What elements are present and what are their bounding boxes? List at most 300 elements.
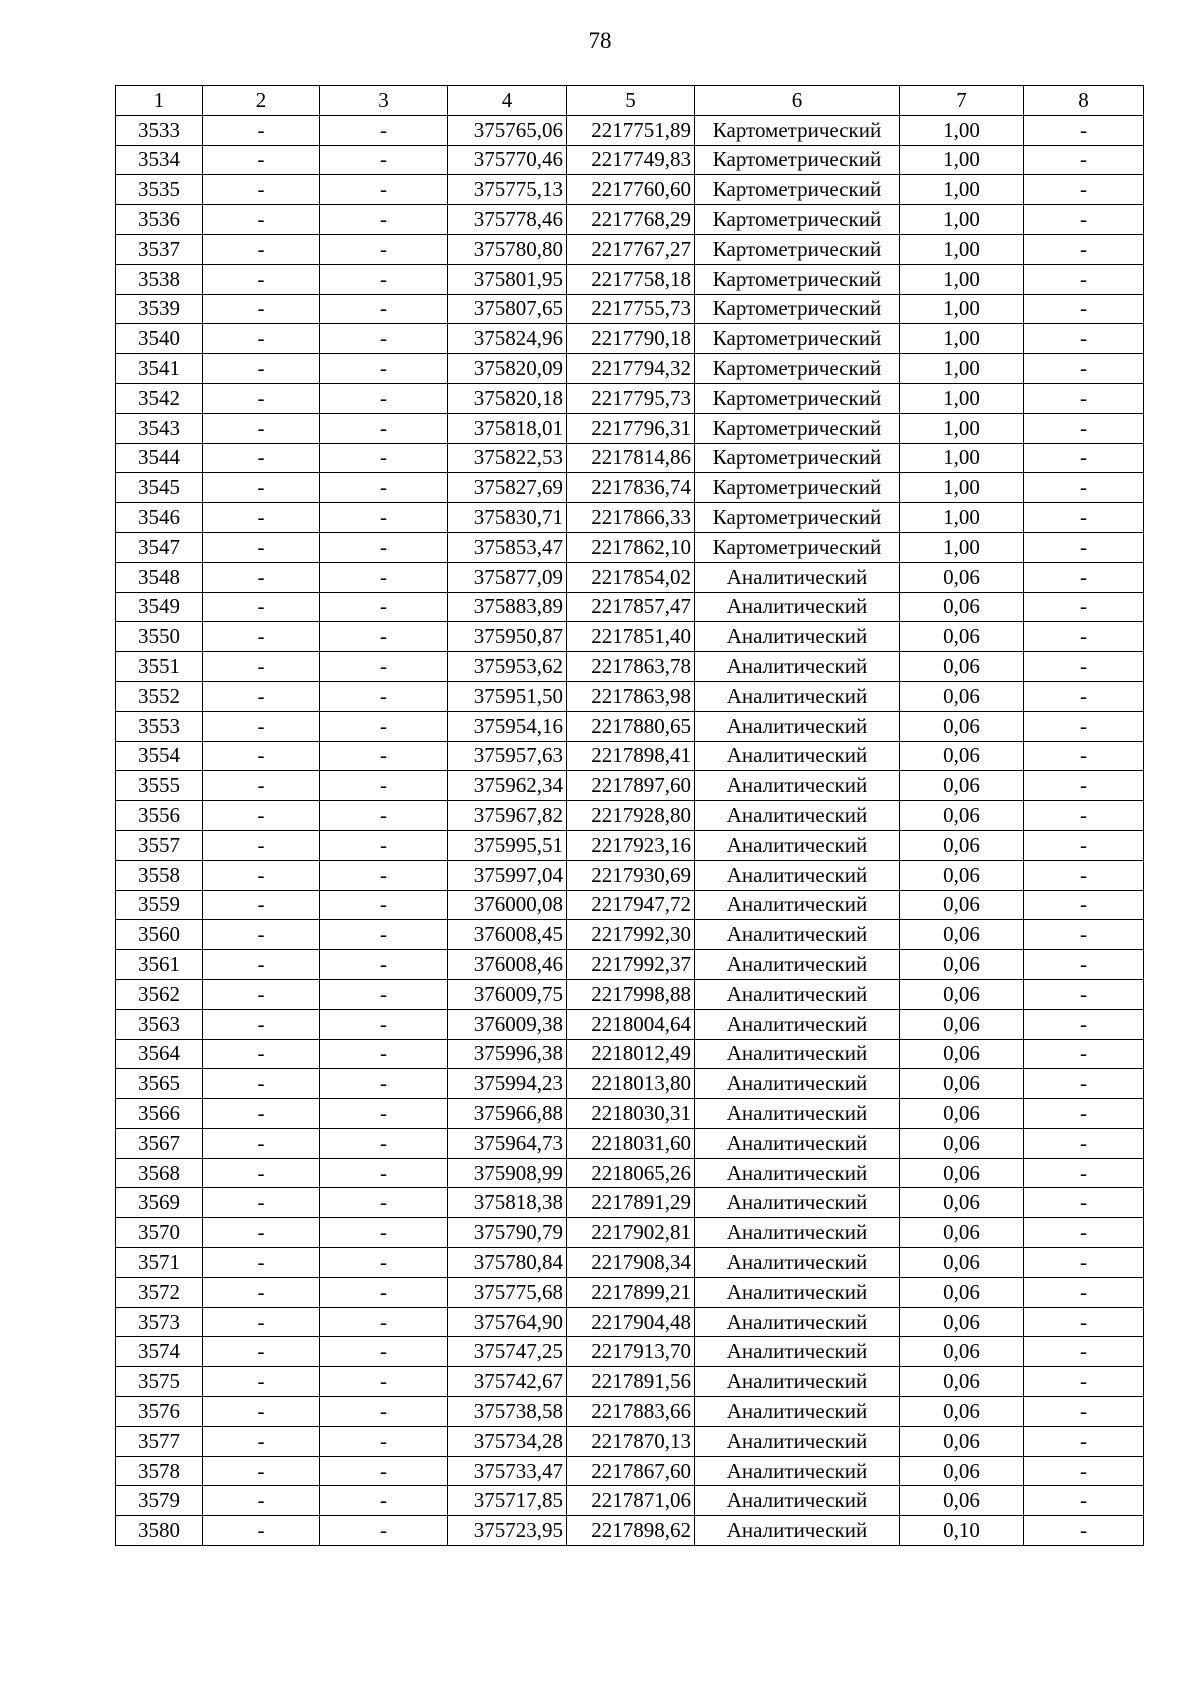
table-row [116, 473, 1144, 503]
col3-value-cell: - [320, 354, 448, 384]
method-cell: Картометрический [695, 383, 900, 413]
point-number-cell: 3557 [116, 830, 203, 860]
y-coordinate-cell: 2217898,41 [567, 741, 695, 771]
col2-value-cell: - [203, 324, 320, 354]
col3-value-cell: - [320, 264, 448, 294]
point-number-cell: 3575 [116, 1367, 203, 1397]
col3-value-cell: - [320, 1456, 448, 1486]
col2-value-cell: - [203, 920, 320, 950]
method-cell: Картометрический [695, 324, 900, 354]
x-coordinate-cell: 375830,71 [448, 503, 567, 533]
col2-value-cell: - [203, 1426, 320, 1456]
x-coordinate-cell: 376009,38 [448, 1009, 567, 1039]
col8-value-cell: - [1024, 1516, 1144, 1546]
col8-value-cell: - [1024, 1337, 1144, 1367]
method-cell: Аналитический [695, 1337, 900, 1367]
col2-value-cell: - [203, 562, 320, 592]
method-cell: Аналитический [695, 1426, 900, 1456]
y-coordinate-cell: 2217767,27 [567, 234, 695, 264]
col3-value-cell: - [320, 383, 448, 413]
method-cell: Аналитический [695, 1486, 900, 1516]
col8-value-cell: - [1024, 890, 1144, 920]
method-cell: Аналитический [695, 1277, 900, 1307]
col8-value-cell: - [1024, 950, 1144, 980]
method-cell: Картометрический [695, 234, 900, 264]
table-body [116, 115, 1144, 1545]
point-number-cell: 3572 [116, 1277, 203, 1307]
method-cell: Аналитический [695, 741, 900, 771]
x-coordinate-cell: 375734,28 [448, 1426, 567, 1456]
col8-value-cell: - [1024, 383, 1144, 413]
table-row [116, 1039, 1144, 1069]
col2-value-cell: - [203, 1128, 320, 1158]
col3-value-cell: - [320, 1486, 448, 1516]
point-number-cell: 3565 [116, 1069, 203, 1099]
point-number-cell: 3563 [116, 1009, 203, 1039]
y-coordinate-cell: 2217891,56 [567, 1367, 695, 1397]
accuracy-cell: 0,06 [900, 1486, 1024, 1516]
col2-value-cell: - [203, 1337, 320, 1367]
table-row [116, 741, 1144, 771]
x-coordinate-cell: 375962,34 [448, 771, 567, 801]
col3-value-cell: - [320, 1039, 448, 1069]
method-cell: Аналитический [695, 592, 900, 622]
x-coordinate-cell: 375780,84 [448, 1248, 567, 1278]
col3-value-cell: - [320, 1248, 448, 1278]
y-coordinate-cell: 2217930,69 [567, 860, 695, 890]
accuracy-cell: 0,06 [900, 1218, 1024, 1248]
x-coordinate-cell: 375775,68 [448, 1277, 567, 1307]
col8-value-cell: - [1024, 324, 1144, 354]
point-number-cell: 3564 [116, 1039, 203, 1069]
accuracy-cell: 0,06 [900, 1128, 1024, 1158]
point-number-cell: 3558 [116, 860, 203, 890]
coordinates-table [115, 85, 1144, 1546]
table-row [116, 681, 1144, 711]
point-number-cell: 3555 [116, 771, 203, 801]
col3-value-cell: - [320, 175, 448, 205]
col2-value-cell: - [203, 383, 320, 413]
point-number-cell: 3537 [116, 234, 203, 264]
method-cell: Аналитический [695, 1218, 900, 1248]
col3-value-cell: - [320, 979, 448, 1009]
col2-value-cell: - [203, 1307, 320, 1337]
col2-value-cell: - [203, 532, 320, 562]
x-coordinate-cell: 375820,09 [448, 354, 567, 384]
x-coordinate-cell: 376008,46 [448, 950, 567, 980]
col8-value-cell: - [1024, 503, 1144, 533]
col8-value-cell: - [1024, 532, 1144, 562]
col3-value-cell: - [320, 1188, 448, 1218]
point-number-cell: 3553 [116, 711, 203, 741]
y-coordinate-cell: 2217854,02 [567, 562, 695, 592]
y-coordinate-cell: 2217891,29 [567, 1188, 695, 1218]
accuracy-cell: 1,00 [900, 324, 1024, 354]
col2-value-cell: - [203, 979, 320, 1009]
accuracy-cell: 1,00 [900, 503, 1024, 533]
col8-value-cell: - [1024, 413, 1144, 443]
x-coordinate-cell: 375778,46 [448, 205, 567, 235]
col8-value-cell: - [1024, 1456, 1144, 1486]
y-coordinate-cell: 2217758,18 [567, 264, 695, 294]
y-coordinate-cell: 2217857,47 [567, 592, 695, 622]
column-header-2: 2 [203, 86, 320, 116]
col8-value-cell: - [1024, 1486, 1144, 1516]
x-coordinate-cell: 375994,23 [448, 1069, 567, 1099]
y-coordinate-cell: 2217760,60 [567, 175, 695, 205]
table-row [116, 234, 1144, 264]
y-coordinate-cell: 2217851,40 [567, 622, 695, 652]
x-coordinate-cell: 375824,96 [448, 324, 567, 354]
col8-value-cell: - [1024, 294, 1144, 324]
col2-value-cell: - [203, 890, 320, 920]
point-number-cell: 3567 [116, 1128, 203, 1158]
col2-value-cell: - [203, 1456, 320, 1486]
col8-value-cell: - [1024, 920, 1144, 950]
method-cell: Аналитический [695, 1158, 900, 1188]
col8-value-cell: - [1024, 354, 1144, 384]
col3-value-cell: - [320, 1158, 448, 1188]
table-row [116, 622, 1144, 652]
method-cell: Аналитический [695, 860, 900, 890]
table-row [116, 1307, 1144, 1337]
col2-value-cell: - [203, 1486, 320, 1516]
col8-value-cell: - [1024, 234, 1144, 264]
y-coordinate-cell: 2217908,34 [567, 1248, 695, 1278]
accuracy-cell: 0,06 [900, 979, 1024, 1009]
x-coordinate-cell: 375995,51 [448, 830, 567, 860]
col3-value-cell: - [320, 950, 448, 980]
table-row [116, 413, 1144, 443]
column-header-4: 4 [448, 86, 567, 116]
x-coordinate-cell: 375747,25 [448, 1337, 567, 1367]
x-coordinate-cell: 375818,01 [448, 413, 567, 443]
col2-value-cell: - [203, 860, 320, 890]
table-row [116, 1367, 1144, 1397]
col8-value-cell: - [1024, 1188, 1144, 1218]
y-coordinate-cell: 2217998,88 [567, 979, 695, 1009]
accuracy-cell: 1,00 [900, 175, 1024, 205]
accuracy-cell: 1,00 [900, 205, 1024, 235]
y-coordinate-cell: 2217863,98 [567, 681, 695, 711]
table-header-row [116, 86, 1144, 116]
y-coordinate-cell: 2217790,18 [567, 324, 695, 354]
x-coordinate-cell: 376009,75 [448, 979, 567, 1009]
method-cell: Аналитический [695, 801, 900, 831]
col2-value-cell: - [203, 681, 320, 711]
column-header-3: 3 [320, 86, 448, 116]
accuracy-cell: 0,06 [900, 741, 1024, 771]
point-number-cell: 3535 [116, 175, 203, 205]
y-coordinate-cell: 2217867,60 [567, 1456, 695, 1486]
col2-value-cell: - [203, 1009, 320, 1039]
col8-value-cell: - [1024, 1009, 1144, 1039]
col3-value-cell: - [320, 145, 448, 175]
point-number-cell: 3579 [116, 1486, 203, 1516]
col3-value-cell: - [320, 532, 448, 562]
col3-value-cell: - [320, 592, 448, 622]
point-number-cell: 3549 [116, 592, 203, 622]
table-row [116, 860, 1144, 890]
col2-value-cell: - [203, 1516, 320, 1546]
method-cell: Аналитический [695, 830, 900, 860]
accuracy-cell: 0,06 [900, 801, 1024, 831]
accuracy-cell: 0,06 [900, 830, 1024, 860]
accuracy-cell: 1,00 [900, 234, 1024, 264]
method-cell: Аналитический [695, 1188, 900, 1218]
point-number-cell: 3538 [116, 264, 203, 294]
y-coordinate-cell: 2217992,30 [567, 920, 695, 950]
method-cell: Аналитический [695, 1307, 900, 1337]
table-row [116, 324, 1144, 354]
table-row [116, 383, 1144, 413]
x-coordinate-cell: 375966,88 [448, 1099, 567, 1129]
accuracy-cell: 0,06 [900, 1367, 1024, 1397]
col3-value-cell: - [320, 443, 448, 473]
y-coordinate-cell: 2218031,60 [567, 1128, 695, 1158]
point-number-cell: 3543 [116, 413, 203, 443]
col8-value-cell: - [1024, 115, 1144, 145]
table-row [116, 1218, 1144, 1248]
method-cell: Картометрический [695, 145, 900, 175]
table-row [116, 294, 1144, 324]
y-coordinate-cell: 2217923,16 [567, 830, 695, 860]
point-number-cell: 3550 [116, 622, 203, 652]
col3-value-cell: - [320, 801, 448, 831]
table-row [116, 562, 1144, 592]
col2-value-cell: - [203, 1218, 320, 1248]
col8-value-cell: - [1024, 1248, 1144, 1278]
y-coordinate-cell: 2217862,10 [567, 532, 695, 562]
col3-value-cell: - [320, 771, 448, 801]
col8-value-cell: - [1024, 741, 1144, 771]
y-coordinate-cell: 2218065,26 [567, 1158, 695, 1188]
point-number-cell: 3534 [116, 145, 203, 175]
method-cell: Картометрический [695, 503, 900, 533]
col3-value-cell: - [320, 920, 448, 950]
y-coordinate-cell: 2217768,29 [567, 205, 695, 235]
x-coordinate-cell: 375818,38 [448, 1188, 567, 1218]
col8-value-cell: - [1024, 1039, 1144, 1069]
col2-value-cell: - [203, 711, 320, 741]
accuracy-cell: 0,06 [900, 1158, 1024, 1188]
col2-value-cell: - [203, 830, 320, 860]
col3-value-cell: - [320, 890, 448, 920]
x-coordinate-cell: 375957,63 [448, 741, 567, 771]
x-coordinate-cell: 375964,73 [448, 1128, 567, 1158]
col2-value-cell: - [203, 1099, 320, 1129]
method-cell: Аналитический [695, 1248, 900, 1278]
y-coordinate-cell: 2217755,73 [567, 294, 695, 324]
table-row [116, 1456, 1144, 1486]
point-number-cell: 3569 [116, 1188, 203, 1218]
col3-value-cell: - [320, 622, 448, 652]
x-coordinate-cell: 376008,45 [448, 920, 567, 950]
point-number-cell: 3552 [116, 681, 203, 711]
accuracy-cell: 1,00 [900, 473, 1024, 503]
col8-value-cell: - [1024, 562, 1144, 592]
method-cell: Аналитический [695, 771, 900, 801]
method-cell: Аналитический [695, 950, 900, 980]
y-coordinate-cell: 2217899,21 [567, 1277, 695, 1307]
col3-value-cell: - [320, 652, 448, 682]
col3-value-cell: - [320, 294, 448, 324]
col3-value-cell: - [320, 473, 448, 503]
method-cell: Аналитический [695, 1009, 900, 1039]
y-coordinate-cell: 2218030,31 [567, 1099, 695, 1129]
x-coordinate-cell: 375883,89 [448, 592, 567, 622]
accuracy-cell: 0,06 [900, 592, 1024, 622]
method-cell: Аналитический [695, 1069, 900, 1099]
table-row [116, 1248, 1144, 1278]
y-coordinate-cell: 2217836,74 [567, 473, 695, 503]
table-row [116, 1128, 1144, 1158]
col8-value-cell: - [1024, 771, 1144, 801]
method-cell: Картометрический [695, 413, 900, 443]
point-number-cell: 3554 [116, 741, 203, 771]
col8-value-cell: - [1024, 860, 1144, 890]
point-number-cell: 3536 [116, 205, 203, 235]
col2-value-cell: - [203, 1188, 320, 1218]
method-cell: Аналитический [695, 652, 900, 682]
x-coordinate-cell: 375996,38 [448, 1039, 567, 1069]
col8-value-cell: - [1024, 652, 1144, 682]
col3-value-cell: - [320, 1009, 448, 1039]
x-coordinate-cell: 375738,58 [448, 1397, 567, 1427]
y-coordinate-cell: 2217866,33 [567, 503, 695, 533]
table-row [116, 592, 1144, 622]
col2-value-cell: - [203, 1277, 320, 1307]
x-coordinate-cell: 375807,65 [448, 294, 567, 324]
col2-value-cell: - [203, 205, 320, 235]
table-row [116, 1277, 1144, 1307]
col8-value-cell: - [1024, 1128, 1144, 1158]
column-header-1: 1 [116, 86, 203, 116]
point-number-cell: 3576 [116, 1397, 203, 1427]
x-coordinate-cell: 375723,95 [448, 1516, 567, 1546]
y-coordinate-cell: 2217871,06 [567, 1486, 695, 1516]
method-cell: Аналитический [695, 1397, 900, 1427]
table-row [116, 830, 1144, 860]
col2-value-cell: - [203, 592, 320, 622]
col2-value-cell: - [203, 503, 320, 533]
x-coordinate-cell: 375775,13 [448, 175, 567, 205]
method-cell: Картометрический [695, 115, 900, 145]
table-row [116, 1337, 1144, 1367]
accuracy-cell: 0,06 [900, 711, 1024, 741]
col3-value-cell: - [320, 1307, 448, 1337]
col3-value-cell: - [320, 860, 448, 890]
point-number-cell: 3556 [116, 801, 203, 831]
y-coordinate-cell: 2217814,86 [567, 443, 695, 473]
col3-value-cell: - [320, 1128, 448, 1158]
col8-value-cell: - [1024, 622, 1144, 652]
col3-value-cell: - [320, 1277, 448, 1307]
x-coordinate-cell: 375997,04 [448, 860, 567, 890]
point-number-cell: 3551 [116, 652, 203, 682]
col3-value-cell: - [320, 1069, 448, 1099]
col8-value-cell: - [1024, 1307, 1144, 1337]
x-coordinate-cell: 375953,62 [448, 652, 567, 682]
accuracy-cell: 0,06 [900, 1337, 1024, 1367]
col3-value-cell: - [320, 1426, 448, 1456]
col2-value-cell: - [203, 1069, 320, 1099]
accuracy-cell: 1,00 [900, 413, 1024, 443]
point-number-cell: 3573 [116, 1307, 203, 1337]
column-header-5: 5 [567, 86, 695, 116]
table-row [116, 652, 1144, 682]
accuracy-cell: 0,06 [900, 1069, 1024, 1099]
point-number-cell: 3577 [116, 1426, 203, 1456]
table-row [116, 920, 1144, 950]
col8-value-cell: - [1024, 681, 1144, 711]
method-cell: Аналитический [695, 1128, 900, 1158]
col2-value-cell: - [203, 741, 320, 771]
y-coordinate-cell: 2217794,32 [567, 354, 695, 384]
method-cell: Аналитический [695, 711, 900, 741]
accuracy-cell: 0,06 [900, 1397, 1024, 1427]
col8-value-cell: - [1024, 592, 1144, 622]
accuracy-cell: 0,06 [900, 1426, 1024, 1456]
table-row [116, 1158, 1144, 1188]
table-row [116, 354, 1144, 384]
col2-value-cell: - [203, 145, 320, 175]
col3-value-cell: - [320, 741, 448, 771]
col8-value-cell: - [1024, 175, 1144, 205]
col3-value-cell: - [320, 234, 448, 264]
point-number-cell: 3546 [116, 503, 203, 533]
y-coordinate-cell: 2217796,31 [567, 413, 695, 443]
method-cell: Аналитический [695, 1456, 900, 1486]
col3-value-cell: - [320, 830, 448, 860]
accuracy-cell: 0,06 [900, 1456, 1024, 1486]
col2-value-cell: - [203, 175, 320, 205]
x-coordinate-cell: 375967,82 [448, 801, 567, 831]
table-row [116, 532, 1144, 562]
table-row [116, 175, 1144, 205]
col3-value-cell: - [320, 1099, 448, 1129]
method-cell: Аналитический [695, 920, 900, 950]
col8-value-cell: - [1024, 979, 1144, 1009]
x-coordinate-cell: 375770,46 [448, 145, 567, 175]
point-number-cell: 3548 [116, 562, 203, 592]
accuracy-cell: 0,06 [900, 1039, 1024, 1069]
point-number-cell: 3570 [116, 1218, 203, 1248]
point-number-cell: 3571 [116, 1248, 203, 1278]
table-row [116, 1099, 1144, 1129]
point-number-cell: 3542 [116, 383, 203, 413]
table-row [116, 264, 1144, 294]
col2-value-cell: - [203, 473, 320, 503]
col8-value-cell: - [1024, 264, 1144, 294]
y-coordinate-cell: 2217749,83 [567, 145, 695, 175]
col2-value-cell: - [203, 1158, 320, 1188]
point-number-cell: 3561 [116, 950, 203, 980]
accuracy-cell: 0,06 [900, 652, 1024, 682]
method-cell: Картометрический [695, 264, 900, 294]
table-row [116, 115, 1144, 145]
col8-value-cell: - [1024, 443, 1144, 473]
table-row [116, 711, 1144, 741]
x-coordinate-cell: 375765,06 [448, 115, 567, 145]
col2-value-cell: - [203, 1397, 320, 1427]
col2-value-cell: - [203, 413, 320, 443]
col8-value-cell: - [1024, 711, 1144, 741]
col2-value-cell: - [203, 1367, 320, 1397]
table-row [116, 503, 1144, 533]
col2-value-cell: - [203, 622, 320, 652]
accuracy-cell: 1,00 [900, 115, 1024, 145]
